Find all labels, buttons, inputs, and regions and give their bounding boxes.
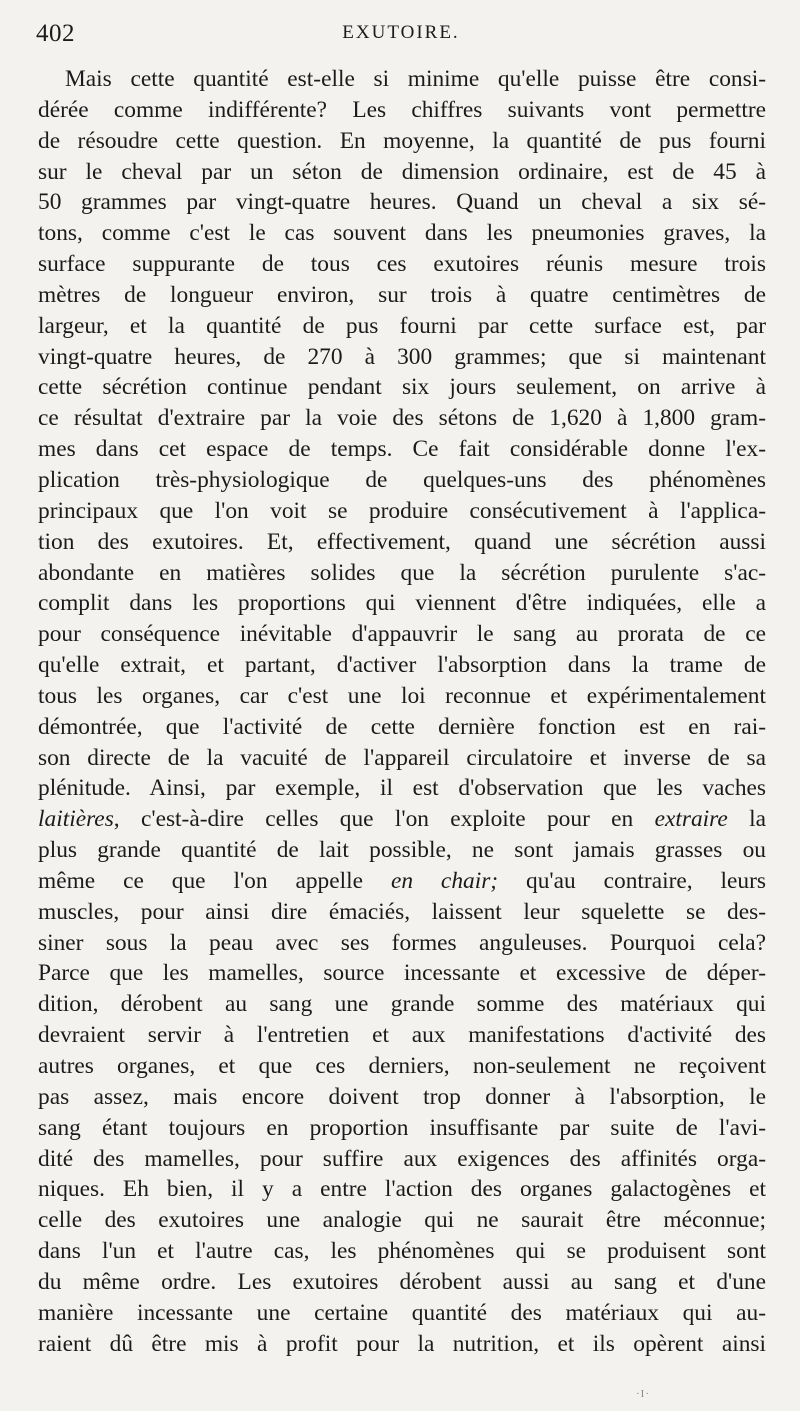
text-line: complit dans les proportions qui viennent d'être indiquées, elle a	[38, 590, 766, 617]
text-line: dition, dérobent au sang une grande somme des matériaux qui	[38, 991, 766, 1018]
italic-text: extraire	[654, 806, 728, 833]
text-line: principaux que l'on voit se produire consécutivement à l'applica-	[38, 497, 766, 524]
text-line: autres organes, et que ces derniers, non-seulement ne reçoivent	[38, 1053, 766, 1079]
text-line: pour conséquence inévitable d'appauvrir le sang au prorata de ce	[38, 621, 766, 648]
text-line: plus grande quantité de lait possible, ne sont jamais grasses ou	[38, 837, 766, 864]
text-segment: même ce que l'on appelle	[38, 867, 391, 894]
text-line	[38, 866, 766, 897]
text-line: sur le cheval par un séton de dimension ordinaire, est de 45 à	[38, 158, 766, 185]
text-line: muscles, pour ainsi dire émaciés, laissent leur squelette se des-	[38, 898, 766, 925]
text-line: devraient servir à l'entretien et aux manifestations d'activité des	[38, 1022, 766, 1049]
body-paragraph	[38, 64, 766, 1359]
text-segment: qu'au contraire, leurs	[498, 867, 766, 894]
text-line: mètres de longueur environ, sur trois à quatre centimètres de	[38, 281, 766, 308]
text-line: largeur, et la quantité de pus fourni par cette surface est, par	[38, 312, 766, 339]
text-line: vingt-quatre heures, de 270 à 300 grammes; que si maintenant	[38, 343, 766, 370]
text-line: dans l'un et l'autre cas, les phénomènes qui se produisent sont	[38, 1238, 766, 1265]
text-line: abondante en matières solides que la sécrétion purulente s'ac-	[38, 559, 766, 586]
text-line: pas assez, mais encore doivent trop donner à l'absorption, le	[38, 1083, 766, 1110]
text-line: plénitude. Ainsi, par exemple, il est d'observation que les vaches	[38, 775, 766, 802]
text-line: ce résultat d'extraire par la voie des sétons de 1,620 à 1,800 gram-	[38, 405, 766, 432]
text-line: démontrée, que l'activité de cette dernière fonction est en rai-	[38, 713, 766, 740]
text-line: cette sécrétion continue pendant six jours seulement, on arrive à	[38, 374, 766, 401]
text-line: son directe de la vacuité de l'appareil circulatoire et inverse de sa	[38, 744, 766, 771]
text-line: mes dans cet espace de temps. Ce fait considérable donne l'ex-	[38, 436, 766, 463]
text-line: surface suppurante de tous ces exutoires réunis mesure trois	[38, 251, 766, 278]
italic-text: en chair;	[390, 867, 499, 894]
text-line: manière incessante une certaine quantité des matériaux qui au-	[38, 1299, 766, 1326]
text-line: tous les organes, car c'est une loi reconnue et expérimentalement	[38, 682, 766, 709]
running-head: EXUTOIRE.	[342, 22, 460, 43]
page-header	[36, 20, 766, 54]
text-line: niques. Eh bien, il y a entre l'action des organes galactogènes et	[38, 1176, 766, 1203]
text-line: de résoudre cette question. En moyenne, la quantité de pus fourni	[38, 127, 766, 154]
text-line: sang étant toujours en proportion insuffisante par suite de l'avi-	[38, 1114, 766, 1141]
text-line: raient dû être mis à profit pour la nutrition, et ils opèrent ainsi	[38, 1330, 766, 1357]
text-segment: , c'est-à-dire celles que l'on exploite pour en	[113, 806, 655, 833]
text-segment: la	[727, 806, 766, 833]
text-line: plication très-physiologique de quelques-uns des phénomènes	[38, 466, 766, 493]
page-number: 402	[36, 20, 75, 47]
text-line: tion des exutoires. Et, effectivement, quand une sécrétion aussi	[38, 528, 766, 555]
text-line: 50 grammes par vingt-quatre heures. Quand un cheval a six sé-	[38, 189, 766, 216]
text-line: qu'elle extrait, et partant, d'activer l'absorption dans la trame de	[38, 652, 766, 679]
text-line: celle des exutoires une analogie qui ne saurait être méconnue;	[38, 1207, 766, 1234]
text-line: du même ordre. Les exutoires dérobent aussi au sang et d'une	[38, 1268, 766, 1295]
text-line: dérée comme indifférente? Les chiffres suivants vont permettre	[38, 96, 766, 123]
text-line: Mais cette quantité est-elle si minime qu'elle puisse être consi-	[65, 66, 766, 92]
signature-mark: ·I·	[636, 1388, 650, 1400]
text-line: tons, comme c'est le cas souvent dans les pneumonies graves, la	[38, 220, 766, 247]
text-line	[38, 804, 766, 835]
text-line: dité des mamelles, pour suffire aux exigences des affinités orga-	[38, 1145, 766, 1172]
text-line: siner sous la peau avec ses formes anguleuses. Pourquoi cela?	[38, 929, 766, 956]
italic-text: laitières	[38, 806, 114, 833]
text-line: Parce que les mamelles, source incessante et excessive de déper-	[38, 960, 766, 987]
